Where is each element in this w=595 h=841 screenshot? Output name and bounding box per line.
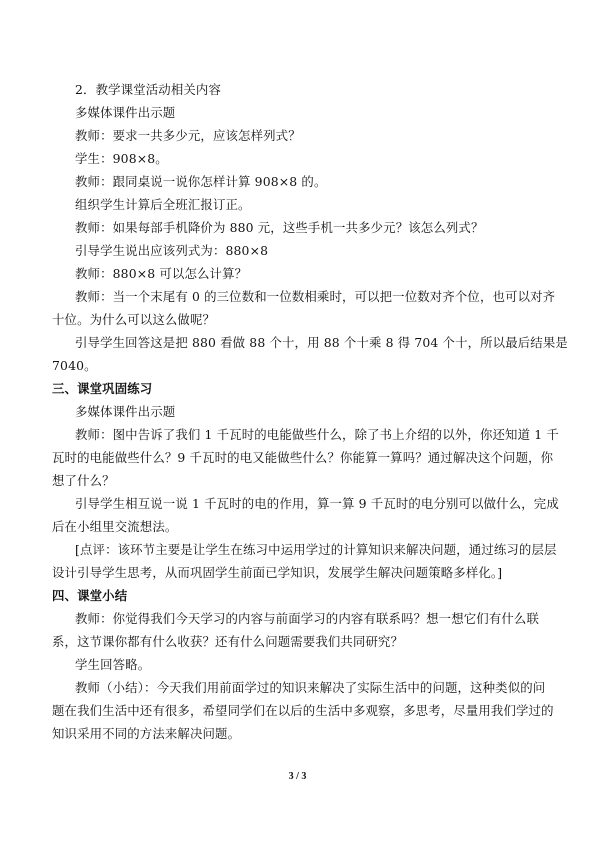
paragraph-line: 教师（小结）：今天我们用前面学过的知识来解决了实际生活中的问题，这种类似的问 xyxy=(75,680,546,695)
paragraph-line: 十位。为什么可以这么做呢？ xyxy=(52,312,216,327)
section-heading: 四、课堂小结 xyxy=(52,588,128,603)
paragraph-line: 7040。 xyxy=(52,358,97,373)
paragraph-line: 多媒体课件出示题 xyxy=(75,404,176,419)
paragraph-line: 多媒体课件出示题 xyxy=(75,105,176,120)
paragraph-line: 教师：如果每部手机降价为 880 元，这些手机一共多少元？该怎么列式？ xyxy=(75,220,484,235)
paragraph-line: 教师：你觉得我们今天学习的内容与前面学习的内容有联系吗？想一想它们有什么联 xyxy=(75,611,540,626)
paragraph-line: 想了什么？ xyxy=(52,473,115,488)
section-item-heading: 2．教学课堂活动相关内容 xyxy=(75,82,221,97)
comment-line: 设计引导学生思考，从而巩固学生前面已学知识，发展学生解决问题策略多样化。] xyxy=(52,565,503,580)
paragraph-line: 教师：要求一共多少元，应该怎样列式？ xyxy=(75,128,301,143)
paragraph-line: 系，这节课你都有什么收获？还有什么问题需要我们共同研究？ xyxy=(52,634,404,649)
paragraph-line: 知识采用不同的方法来解决问题。 xyxy=(52,726,241,741)
paragraph-line: 教师：图中告诉了我们 1 千瓦时的电能做些什么，除了书上介绍的以外，你还知道 1 千 xyxy=(75,427,559,442)
comment-line: [点评：该环节主要是让学生在练习中运用学过的计算知识来解决问题，通过练习的层层 xyxy=(75,542,557,557)
paragraph-line: 瓦时的电能做些什么？9 千瓦时的电又能做些什么？你能算一算吗？通过解决这个问题，你 xyxy=(52,450,554,465)
paragraph-line: 教师：当一个末尾有 0 的三位数和一位数相乘时，可以把一位数对齐个位，也可以对齐 xyxy=(75,289,556,304)
paragraph-line: 学生：908×8。 xyxy=(75,151,168,166)
paragraph-line: 组织学生计算后全班汇报订正。 xyxy=(75,197,251,212)
page-number: 3 / 3 xyxy=(288,771,307,782)
paragraph-line: 引导学生回答这是把 880 看做 88 个十，用 88 个十乘 8 得 704 个十，所以最后结果是 xyxy=(75,335,568,350)
paragraph-line: 教师：880×8 可以怎么计算？ xyxy=(75,266,248,281)
paragraph-line: 教师：跟同桌说一说你怎样计算 908×8 的。 xyxy=(75,174,327,189)
paragraph-line: 引导学生相互说一说 1 千瓦时的电的作用，算一算 9 千瓦时的电分别可以做什么，完成 xyxy=(75,496,559,511)
paragraph-line: 引导学生说出应该列式为：880×8 xyxy=(75,243,269,258)
paragraph-line: 后在小组里交流想法。 xyxy=(52,519,178,534)
paragraph-line: 学生回答略。 xyxy=(75,657,151,672)
paragraph-line: 题在我们生活中还有很多，希望同学们在以后的生活中多观察，多思考，尽量用我们学过的 xyxy=(52,703,554,718)
section-heading: 三、课堂巩固练习 xyxy=(52,381,153,396)
